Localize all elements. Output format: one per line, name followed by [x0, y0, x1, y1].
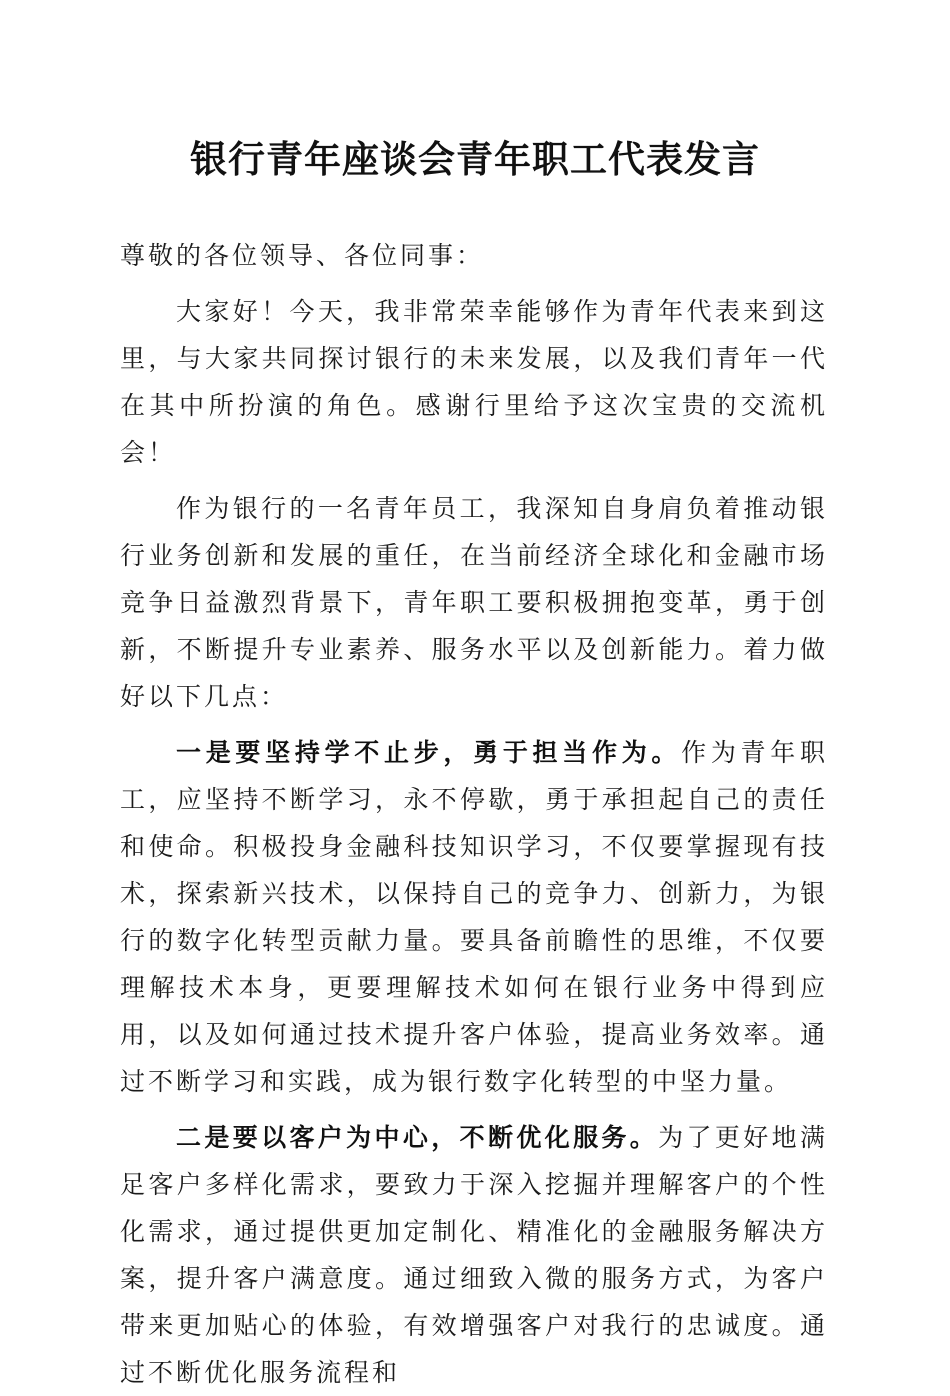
paragraph-text: 作为青年职工，应坚持不断学习，永不停歇，勇于承担起自己的责任和使命。积极投身金融科技知识学习，不仅要掌握现有技术，探索新兴技术，以保持自己的竞争力、创新力，为银行的数字化转型贡献力量。要具备前瞻性的思维，不仅要理解技术本身，更要理解技术如何在银行业务中得到应用，以及如何通过技术提升客户体验，提高业务效率。通过不断学习和实践，成为银行数字化转型的中坚力量。 [120, 738, 828, 1096]
paragraph-text: 作为银行的一名青年员工，我深知自身肩负着推动银行业务创新和发展的重任，在当前经济全球化和金融市场竞争日益激烈背景下，青年职工要积极拥抱变革，勇于创新，不断提升专业素养、服务水平以及创新能力。着力做好以下几点： [120, 494, 828, 711]
paragraph-point-two [120, 1114, 828, 1396]
greeting-line: 尊敬的各位领导、各位同事： [120, 241, 485, 270]
paragraph-lead: 一是要坚持学不止步，勇于担当作为。 [176, 738, 682, 767]
paragraph-point-one [120, 729, 828, 1105]
paragraph-lead: 二是要以客户为中心，不断优化服务。 [176, 1123, 659, 1152]
paragraph-text: 大家好！今天，我非常荣幸能够作为青年代表来到这里，与大家共同探讨银行的未来发展，以及我们青年一代在其中所扮演的角色。感谢行里给予这次宝贵的交流机会！ [120, 297, 828, 467]
document-body [120, 232, 828, 1396]
paragraph-responsibility [120, 485, 828, 720]
document-title: 银行青年座谈会青年职工代表发言 [190, 137, 760, 181]
paragraph-opening [120, 288, 828, 476]
paragraph-text: 为了更好地满足客户多样化需求，要致力于深入挖掘并理解客户的个性化需求，通过提供更加定制化、精准化的金融服务解决方案，提升客户满意度。通过细致入微的服务方式，为客户带来更加贴心的体验，有效增强客户对我行的忠诚度。通过不断优化服务流程和 [120, 1123, 828, 1387]
